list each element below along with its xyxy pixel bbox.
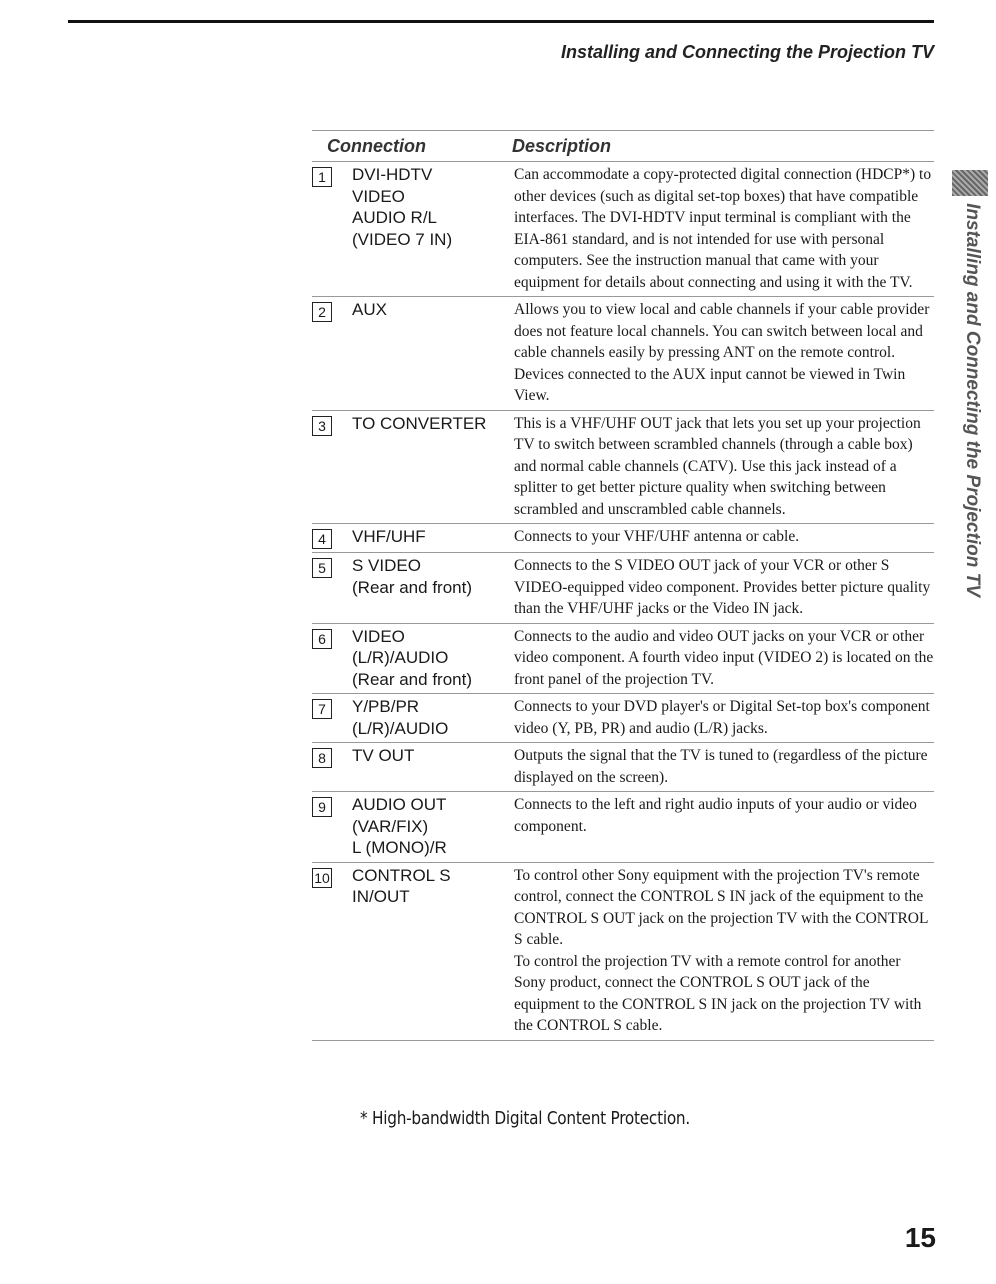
description-paragraph: Connects to your DVD player's or Digital Set-top box's component video (Y, PB, PR) and audio (L/R) jacks. (514, 698, 930, 737)
connection-name: AUDIO OUT (VAR/FIX) L (MONO)/R (352, 795, 447, 857)
connection-description (512, 745, 934, 788)
table-row (312, 694, 934, 743)
table-row (312, 162, 934, 297)
row-number-badge: 5 (312, 558, 332, 578)
table-row (312, 863, 934, 1041)
table-row (312, 297, 934, 411)
connection-name: TO CONVERTER (352, 413, 487, 433)
section-tab-marker (952, 170, 988, 196)
page-header-title: Installing and Connecting the Projection TV (560, 42, 934, 62)
row-number-badge: 8 (312, 748, 332, 768)
connection-name: CONTROL S IN/OUT (352, 865, 451, 906)
connection-description (512, 526, 934, 549)
connection-description (512, 164, 934, 293)
connection-name: AUX (352, 300, 387, 319)
description-paragraph: Can accommodate a copy-protected digital connection (HDCP*) to other devices (such as digital set-top boxes) that have compatible interfaces. The DVI-HDTV input terminal is compliant with the EIA-861 standard, and is not intended for use with personal computers. See the instruction manual that came with your equipment for details about connecting and using it with the TV. (514, 166, 932, 291)
row-number-badge: 2 (312, 302, 332, 322)
row-number-badge: 3 (312, 416, 332, 436)
connection-description (512, 794, 934, 859)
description-paragraph: Connects to the S VIDEO OUT jack of your VCR or other S VIDEO-equipped video component. Provides better picture quality than the VHF/UHF jacks or the Video IN jack. (514, 557, 931, 617)
row-number-badge: 10 (312, 868, 332, 888)
description-paragraph: This is a VHF/UHF OUT jack that lets you set up your projection TV to switch between scrambled channels (through a cable box) and normal cable channels (CATV). Use this jack instead of a splitter to get better picture quality when switching between scrambled and unscrambled cable channels. (514, 414, 921, 518)
header-connection: Connection (327, 135, 426, 156)
connection-name: S VIDEO (Rear and front) (352, 556, 472, 597)
connection-name: DVI-HDTV VIDEO AUDIO R/L (VIDEO 7 IN) (352, 165, 453, 249)
description-paragraph: To control the projection TV with a remote control for another Sony product, connect the CONTROL S OUT jack of the equipment to the CONTROL S IN jack on the projection TV with the CONTROL S cable. (514, 952, 922, 1034)
row-number-badge: 7 (312, 699, 332, 719)
row-number-badge: 9 (312, 797, 332, 817)
connection-description (512, 696, 934, 739)
connection-name: VIDEO (L/R)/AUDIO (Rear and front) (352, 626, 472, 689)
connection-description (512, 413, 934, 521)
row-number-badge: 6 (312, 629, 332, 649)
page-number: 15 (904, 1222, 936, 1253)
side-section-label: Installing and Connecting the Projection TV (962, 203, 983, 597)
header-description: Description (512, 135, 612, 156)
table-row (312, 411, 934, 525)
table-row (312, 624, 934, 695)
footnote: * High-bandwidth Digital Content Protection. (360, 1108, 690, 1129)
table-row (312, 743, 934, 792)
description-paragraph: Allows you to view local and cable channels if your cable provider does not feature local channels. You can switch between local and cable channels easily by pressing ANT on the remote control. Devices connected to the AUX input cannot be viewed in Twin View. (514, 301, 930, 404)
table-row (312, 524, 934, 553)
connection-name: VHF/UHF (352, 527, 426, 546)
description-paragraph: Connects to the left and right audio inputs of your audio or video component. (514, 796, 917, 835)
connection-name: TV OUT (352, 746, 415, 765)
table-header (312, 130, 934, 162)
connection-description (512, 555, 934, 620)
connection-description (512, 865, 934, 1037)
description-paragraph: Connects to the audio and video OUT jacks on your VCR or other video component. A fourth video input (VIDEO 2) is located on the front panel of the projection TV. (514, 627, 934, 688)
row-number-badge: 4 (312, 529, 332, 549)
top-rule (68, 20, 934, 23)
table-row (312, 792, 934, 863)
connection-table (312, 130, 934, 1041)
description-paragraph: Connects to your VHF/UHF antenna or cable. (514, 528, 800, 545)
table-row (312, 553, 934, 624)
description-paragraph: Outputs the signal that the TV is tuned to (regardless of the picture displayed on the screen). (514, 747, 928, 786)
connection-description (512, 299, 934, 407)
row-number-badge: 1 (312, 167, 332, 187)
description-paragraph: To control other Sony equipment with the projection TV's remote control, connect the CONTROL S IN jack of the equipment to the CONTROL S OUT jack on the projection TV with the CONTROL S cable. (514, 866, 928, 948)
connection-name: Y/PB/PR (L/R)/AUDIO (352, 697, 449, 738)
connection-description (512, 626, 934, 691)
